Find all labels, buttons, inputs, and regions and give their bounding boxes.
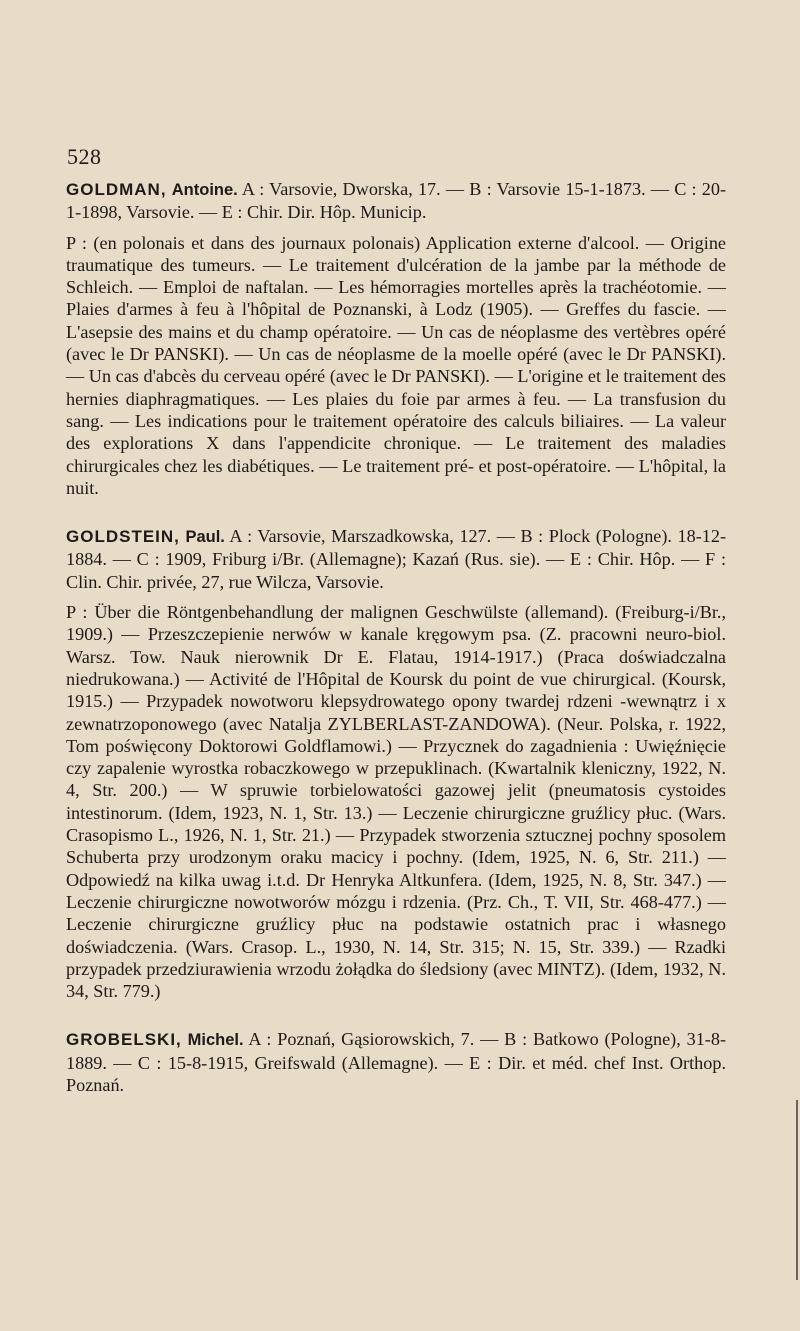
entry-first-name: Antoine. bbox=[171, 181, 238, 199]
entry-details: A : Varsovie, Dworska, 17. — B : Varsovie 15-1-1873. — C : 20-1-1898, Varsovie. — E : Chir. Dir. Hôp. Municip. bbox=[66, 179, 727, 223]
entry-header bbox=[66, 525, 726, 593]
entry-first-name: Michel. bbox=[187, 1031, 244, 1050]
entry-details: A : Varsovie, Marszadkowska, 127. — B : Plock (Pologne). 18-12-1884. — C : 1909, Friburg i/Br. (Allemagne); Kazań (Rus. sie). — E : Chir. Hôp. — F : Clin. Chir. privée, 27, rue Wilcza, Varsovie. bbox=[66, 526, 727, 592]
entry-surname: GOLDSTEIN, bbox=[66, 527, 180, 547]
entry-surname: GOLDMAN, bbox=[66, 180, 167, 199]
entry-goldstein bbox=[66, 525, 726, 1002]
entry-details: A : Poznań, Gąsiorowskich, 7. — B : Batkowo (Pologne), 31-8-1889. — C : 15-8-1915, Greifswald (Allemagne). — E : Dir. et méd. chef Inst. Orthop. Poznań. bbox=[66, 1029, 727, 1095]
entry-header bbox=[66, 1028, 726, 1096]
entry-goldman bbox=[66, 178, 726, 499]
entry-publications: P : (en polonais et dans des journaux polonais) Application externe d'alcool. — Origine traumatique des tumeurs. — Le traitement d'ulcération de la jambe par la méthode de Schleich. — Emploi de naftalan. — Les hémorragies mortelles après la trachéotomie. — Plaies d'armes à feu à l'hôpital de Poznanski, à Lodz (1905). — Greffes du fascie. — L'asepsie des mains et du champ opératoire. — Un cas de néoplasme des vertèbres opéré (avec le Dr PANSKI). — Un cas de néoplasme de la moelle opéré (avec le Dr PANSKI). — Un cas d'abcès du cerveau opéré (avec le Dr PANSKI). — L'origine et le traitement des hernies diaphragmatiques. — Les plaies du foie par armes à feu. — La transfusion du sang. — Les indications pour le traitement opératoire des calculs biliaires. — La valeur des explorations X dans l'appendicite chronique. — Le traitement des maladies chirurgicales chez les diabétiques. — Le traitement pré- et post-opératoire. — L'hôpital, la nuit. bbox=[66, 232, 726, 498]
entry-publications: P : Über die Röntgenbehandlung der malignen Geschwülste (allemand). (Freiburg-i/Br., 1909.) — Przeszczepienie nerwów w kanale kręgowym psa. (Z. pracowni neuro-biol. Warsz. Tow. Nauk nierownik Dr E. Flatau, 1914-1917.) (Praca doświadczalna niedrukowana.) — Activité de l'Hôpital de Koursk du point de vue chirurgical. (Koursk, 1915.) — Przypadek nowotworu klepsydrowatego opony twardej rdzeni -wewnątrz i x zewnatrzoponowego (avec Natalja ZYLBERLAST-ZANDOWA). (Neur. Polska, r. 1922, Tom poświęcony Doktorowi Goldflamowi.) — Przycznek do zagadnienia : Uwięźnięcie czy zapalenie wyrostka robaczkowego w przepuklinach. (Kwartalnik kleniczny, 1922, N. 4, Str. 200.) — W spruwie torbielowatości gazowej jelit (pneumatosis cystoides intestinorum. (Idem, 1923, N. 1, Str. 13.) — Leczenie chirurgiczne gruźlicy płuc. (Wars. Crasopismo L., 1926, N. 1, Str. 21.) — Przypadek stworzenia sztucznej pochny sposolem Schuberta przy urodzonym oraku macicy i pochny. (Idem, 1925, N. 6, Str. 211.) — Odpowiedź na kilka uwag i.t.d. Dr Henryka Altkunfera. (Idem, 1925, N. 8, Str. 347.) — Leczenie chirurgiczne nowotworów mózgu i rdzenia. (Prz. Ch., T. VII, Str. 468-477.) — Leczenie chirurgiczne gruźlicy płuc na podstawie ostatnich prac i własnego doświadczenia. (Wars. Crasop. L., 1930, N. 14, Str. 315; N. 15, Str. 339.) — Rzadki przypadek przedziurawienia wrzodu żołądka do śledsiony (avec MINTZ). (Idem, 1932, N. 34, Str. 779.) bbox=[66, 602, 726, 1002]
entries-list bbox=[66, 178, 726, 1122]
entry-first-name: Paul. bbox=[185, 528, 225, 547]
entry-surname: GROBELSKI, bbox=[66, 1030, 182, 1050]
page-number: 528 bbox=[67, 144, 102, 169]
page-edge-mark bbox=[796, 1100, 798, 1280]
entry-grobelski bbox=[66, 1028, 726, 1096]
entry-header bbox=[66, 178, 726, 224]
